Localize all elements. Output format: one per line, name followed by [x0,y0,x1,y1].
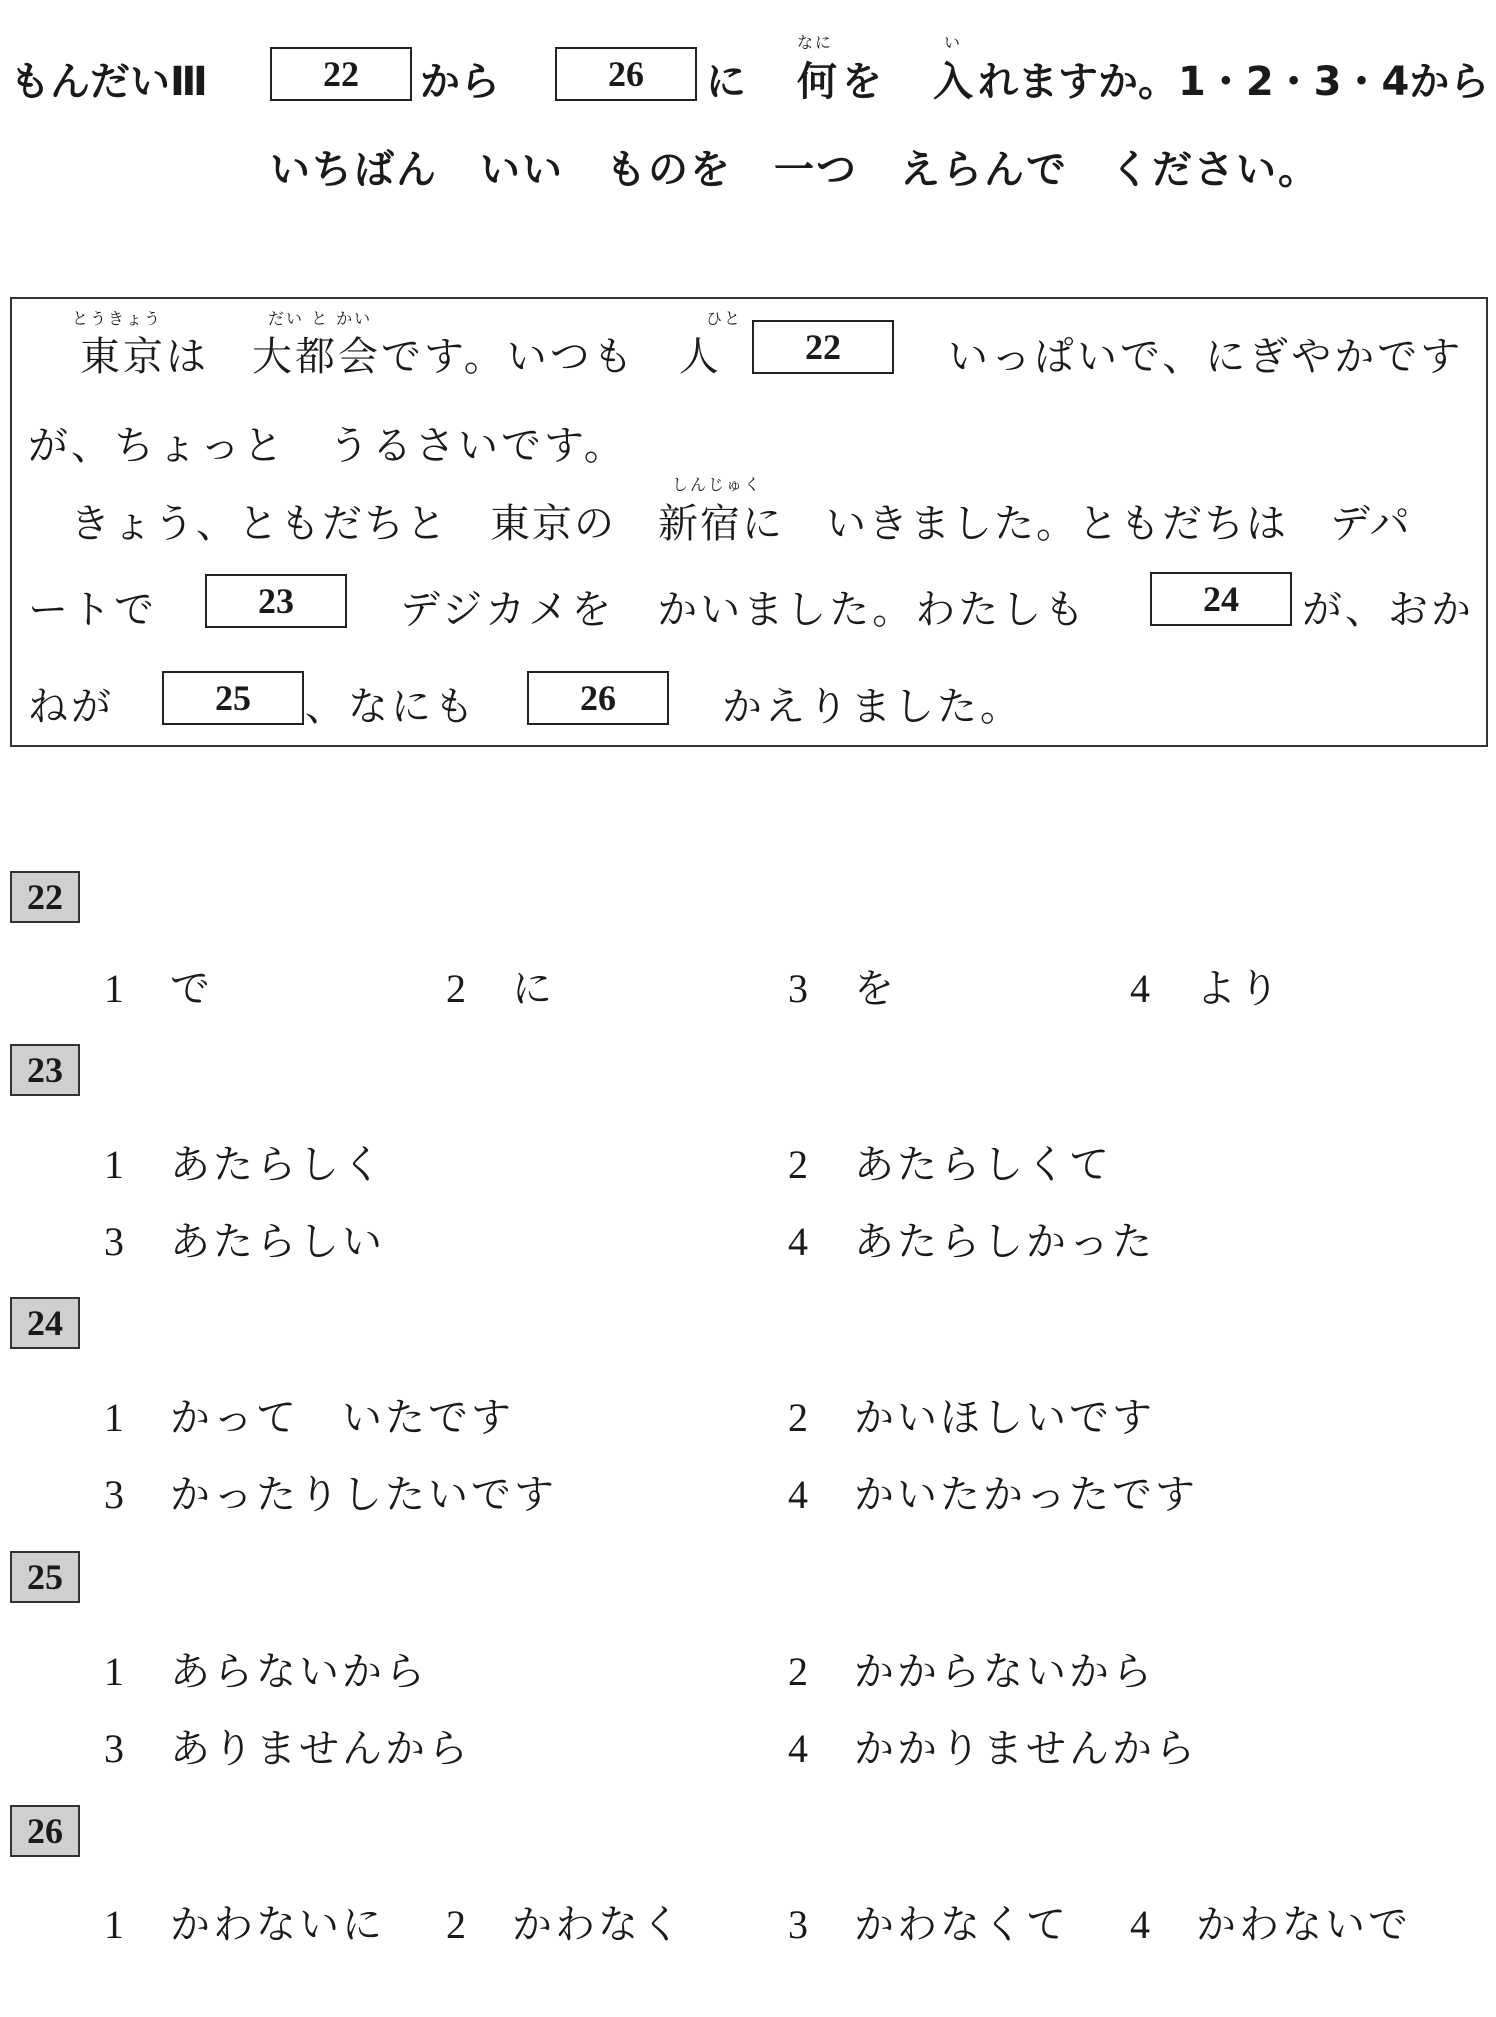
option-number: 3 [788,1902,811,1947]
option-number: 3 [104,1726,127,1771]
option-number: 1 [104,966,127,1011]
option-text: より [1196,966,1282,1012]
blank-25: 25 [162,671,304,725]
option-number: 3 [104,1472,127,1517]
option-number: 4 [1130,1902,1153,1947]
ni-text: に [706,59,746,105]
q25-option-1[interactable] [104,1640,428,1697]
i-ruby: い [944,33,963,52]
ruby-daitokai: だい と かい [268,309,373,328]
q24-option-4[interactable] [788,1463,1198,1520]
option-number: 1 [104,1902,127,1947]
question-24-badge: 24 [10,1297,80,1349]
q24-option-1[interactable] [104,1386,514,1443]
q22-option-1[interactable] [104,957,213,1014]
q26-option-1[interactable] [104,1893,385,1950]
question-22-badge: 22 [10,871,80,923]
blank-23: 23 [205,574,347,628]
q23-option-2[interactable] [788,1133,1112,1190]
option-number: 1 [104,1395,127,1440]
range-end-box: 26 [555,47,697,101]
option-text: かからないから [854,1649,1155,1695]
passage-line4-b: デジカメを かいました。わたしも [400,587,1088,633]
passage-line2: が、ちょっと うるさいです。 [28,423,627,469]
passage-line5-c: かえりました。 [722,684,1023,730]
option-text: かわないに [170,1902,385,1948]
q23-option-1[interactable] [104,1133,385,1190]
q25-option-4[interactable] [788,1717,1198,1774]
option-number: 4 [788,1219,811,1264]
ruby-hito: ひと [706,309,743,328]
ruby-shinjuku: しんじゅく [672,475,763,494]
option-text: あたらしかった [854,1219,1155,1265]
wo-text: を [842,59,882,105]
option-text: かわなく [512,1902,684,1948]
q26-option-3[interactable] [788,1893,1069,1950]
range-start-box: 22 [270,47,412,101]
option-text: かわなくて [854,1902,1069,1948]
q23-option-4[interactable] [788,1210,1155,1267]
option-text: で [170,966,213,1012]
question-23-badge: 23 [10,1044,80,1096]
blank-22: 22 [752,320,894,374]
option-number: 2 [788,1649,811,1694]
option-number: 2 [788,1142,811,1187]
passage-line4-a: ートで [28,587,157,633]
option-text: に [512,966,555,1012]
option-text: を [854,966,897,1012]
q22-option-4[interactable] [1130,957,1282,1014]
instruction-rest: れますか。1・2・3・4から [978,59,1490,105]
option-text: かわないで [1196,1902,1411,1948]
passage-line5-a: ねが [28,684,114,730]
question-25-badge: 25 [10,1551,80,1603]
passage-line4-c: が、おか [1302,587,1474,633]
option-text: あらないから [170,1649,428,1695]
option-text: かって いたです [170,1395,514,1441]
nani-kanji: 何 [797,59,837,105]
passage-line3: きょう、ともだちと 東京の 新宿に いきました。ともだちは デパ [70,501,1412,547]
ruby-tokyo: とうきょう [72,309,163,328]
passage-line1-b: いっぱいで、にぎやかです [948,334,1464,380]
q24-option-2[interactable] [788,1386,1155,1443]
option-number: 3 [104,1219,127,1264]
from-text: から [420,59,500,105]
option-text: あたらしくて [854,1142,1112,1188]
q22-option-3[interactable] [788,957,897,1014]
passage-line5-b: 、なにも [305,684,477,730]
problem-label: もんだいⅢ [10,59,208,105]
option-number: 2 [446,1902,469,1947]
instruction-line2: いちばん いい ものを 一つ えらんで ください。 [270,147,1320,193]
option-number: 1 [104,1142,127,1187]
option-text: かかりませんから [854,1726,1198,1772]
option-number: 4 [1130,966,1153,1011]
option-text: かいたかったです [854,1472,1198,1518]
q22-option-2[interactable] [446,957,555,1014]
nani-ruby: なに [797,33,834,52]
option-text: かったりしたいです [170,1472,557,1518]
q26-option-4[interactable] [1130,1893,1411,1950]
q25-option-3[interactable] [104,1717,471,1774]
ireru-kanji: 入 [933,59,973,105]
q24-option-3[interactable] [104,1463,557,1520]
option-number: 2 [446,966,469,1011]
option-number: 4 [788,1726,811,1771]
q26-option-2[interactable] [446,1893,684,1950]
question-26-badge: 26 [10,1805,80,1857]
q25-option-2[interactable] [788,1640,1155,1697]
option-number: 2 [788,1395,811,1440]
option-number: 4 [788,1472,811,1517]
q23-option-3[interactable] [104,1210,385,1267]
blank-26: 26 [527,671,669,725]
option-text: あたらしい [170,1219,385,1265]
option-number: 3 [788,966,811,1011]
option-text: かいほしいです [854,1395,1155,1441]
passage-line1-a: 東京は 大都会です。いつも 人 [80,334,722,380]
option-text: ありませんから [170,1726,471,1772]
option-number: 1 [104,1649,127,1694]
blank-24: 24 [1150,572,1292,626]
option-text: あたらしく [170,1142,385,1188]
